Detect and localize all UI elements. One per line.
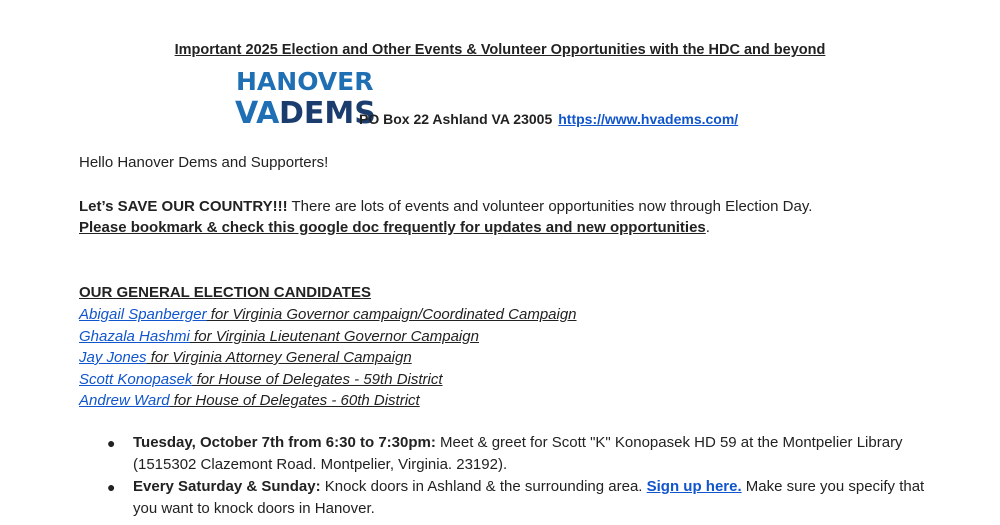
header-block [235,66,795,130]
logo-line2-va: VA [235,96,280,131]
contact-line [359,111,738,127]
list-item [107,476,937,520]
list-item [79,347,577,369]
candidate-role: for Virginia Governor campaign/Coordinated Campaign [206,306,577,323]
bookmark-period: . [705,219,710,236]
logo-line1: HANOVER [236,67,374,96]
candidate-role: for House of Delegates - 59th District [192,370,443,388]
list-item [79,304,577,326]
event-when: Tuesday, October 7th from 6:30 to 7:30pm: [133,434,436,451]
candidate-link-jones[interactable]: Jay Jones [79,349,147,366]
greeting: Hello Hanover Dems and Supporters! [79,154,329,171]
candidate-link-hashmi[interactable]: Ghazala Hashmi [79,327,190,345]
bookmark-paragraph [79,217,710,238]
list-item [79,369,577,391]
bullet-icon: ● [107,479,116,495]
candidate-role: for House of Delegates - 60th District [169,392,420,409]
event-text: Meet & greet for Scott "K" Konopasek HD 59 at the Montpelier Library (1515302 Clazemont Road. Montpelier, Virginia. 23192). [133,434,903,473]
list-item [107,432,937,476]
candidates-list [79,304,577,412]
logo-line2-dems: DEMS [279,96,376,131]
intro-paragraph [79,196,812,217]
candidate-role: for Virginia Lieutenant Governor Campaign [189,327,479,345]
hanover-va-dems-logo [235,66,376,131]
events-list [107,432,937,520]
document-title: Important 2025 Election and Other Events & Volunteer Opportunities with the HDC and beyond [174,42,826,58]
candidate-role: for Virginia Attorney General Campaign [146,349,412,366]
website-link[interactable]: https://www.hvadems.com/ [558,111,739,127]
candidate-link-konopasek[interactable]: Scott Konopasek [79,370,193,388]
event-text: Knock doors in Ashland & the surrounding area. [320,478,647,495]
candidate-link-ward[interactable]: Andrew Ward [79,392,170,409]
list-item [79,390,577,412]
event-text-2: Make sure you specify that you want to knock doors in Hanover. [133,478,925,517]
event-when: Every Saturday & Sunday: [133,478,321,495]
intro-text: There are lots of events and volunteer opportunities now through Election Day. [287,198,813,215]
bullet-icon: ● [107,435,116,451]
mailing-address: PO Box 22 Ashland VA 23005 [359,111,553,127]
sign-up-link[interactable]: Sign up here. [646,478,742,495]
bookmark-note: Please bookmark & check this google doc frequently for updates and new opportunities [79,219,706,236]
list-item [79,326,577,348]
candidate-link-spanberger[interactable]: Abigail Spanberger [79,306,207,323]
intro-bold: Let’s SAVE OUR COUNTRY!!! [79,198,288,215]
candidates-heading: OUR GENERAL ELECTION CANDIDATES [79,284,371,301]
